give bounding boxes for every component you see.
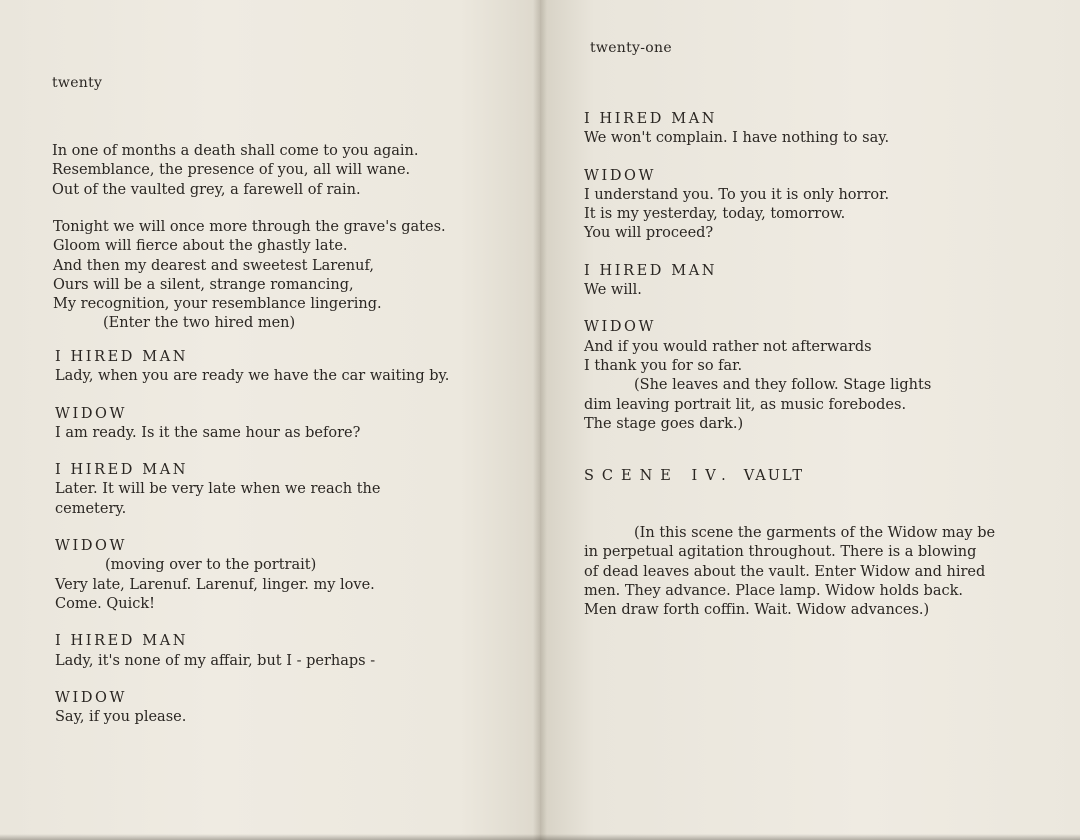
dialogue-line: Very late, Larenuf. Larenuf, linger. my love. (55, 576, 375, 593)
scene-number: SCENE IV. (584, 468, 734, 484)
stage-direction: Men draw forth coffin. Wait. Widow advances.) (584, 602, 930, 619)
speaker-name: WIDOW (584, 319, 657, 336)
dialogue-line: Come. Quick! (55, 595, 155, 612)
dialogue-line: It is my yesterday, today, tomorrow. (584, 206, 846, 223)
dialogue-line: You will proceed? (584, 225, 714, 242)
speaker-name: WIDOW (55, 405, 128, 422)
dialogue-line: I understand you. To you it is only horror. (584, 186, 890, 203)
dialogue-line: Later. It will be very late when we reach the (55, 481, 381, 498)
stage-direction: (In this scene the garments of the Widow may be (634, 525, 996, 541)
scene-heading (584, 467, 804, 486)
speaker-name: WIDOW (584, 167, 657, 184)
stage-direction: The stage goes dark.) (584, 415, 744, 432)
speaker-name: I HIRED MAN (55, 633, 189, 650)
dialogue-line: Lady, when you are ready we have the car waiting by. (55, 368, 450, 385)
stage-direction: of dead leaves about the vault. Enter Widow and hired (584, 563, 986, 580)
stage-direction: (She leaves and they follow. Stage lights (634, 377, 932, 394)
dialogue-line: And if you would rather not afterwards (584, 338, 872, 355)
stage-direction: (moving over to the portrait) (105, 557, 317, 574)
speaker-name: I HIRED MAN (55, 462, 189, 479)
stage-direction: in perpetual agitation throughout. There is a blowing (584, 544, 977, 561)
stanza-one (52, 142, 419, 200)
dialogue-block (584, 110, 931, 434)
dialogue-line: We won't complain. I have nothing to say. (584, 130, 890, 147)
dialogue-line: Say, if you please. (55, 709, 187, 726)
dialogue-line: We will. (584, 282, 642, 299)
dialogue-line: cemetery. (55, 500, 127, 517)
verse-line: And then my dearest and sweetest Larenuf, (53, 257, 374, 274)
speaker-name: I HIRED MAN (55, 349, 189, 365)
dialogue-block (55, 348, 449, 727)
stage-direction: dim leaving portrait lit, as music forebodes. (584, 396, 907, 413)
verse-line: Resemblance, the presence of you, all will wane. (52, 162, 411, 179)
page-edge-shadow (0, 834, 1080, 840)
stage-direction: men. They advance. Place lamp. Widow holds back. (584, 582, 963, 599)
right-page (540, 0, 1080, 840)
page-number-left: twenty (52, 75, 103, 91)
verse-line: Ours will be a silent, strange romancing, (53, 276, 354, 293)
verse-line: Tonight we will once more through the grave's gates. (53, 219, 446, 235)
speaker-name: I HIRED MAN (584, 111, 718, 127)
verse-line: In one of months a death shall come to you again. (52, 143, 419, 159)
scene-location: VAULT (743, 468, 805, 484)
speaker-name: I HIRED MAN (584, 262, 718, 279)
page-number-right: twenty-one (590, 40, 672, 56)
dialogue-line: Lady, it's none of my affair, but I - perhaps - (55, 652, 376, 669)
book-gutter (533, 0, 547, 840)
dialogue-line: I am ready. Is it the same hour as before? (55, 424, 361, 441)
verse-line: Gloom will fierce about the ghastly late. (53, 238, 348, 255)
speaker-name: WIDOW (55, 538, 128, 555)
verse-line: Out of the vaulted grey, a farewell of rain. (52, 181, 361, 198)
dialogue-line: I thank you for so far. (584, 357, 743, 374)
verse-line: My recognition, your resemblance lingering. (53, 296, 382, 313)
speaker-name: WIDOW (55, 689, 128, 706)
stage-direction: (Enter the two hired men) (103, 315, 296, 332)
scene-direction (584, 524, 995, 620)
stanza-two (53, 218, 446, 334)
